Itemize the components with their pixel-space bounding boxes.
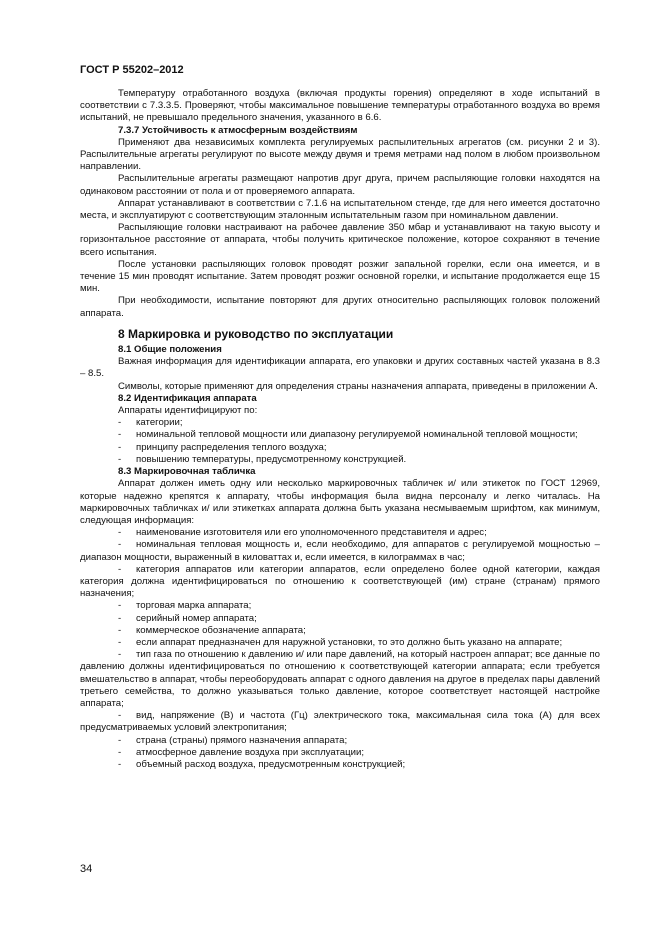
list-dash: - xyxy=(118,734,122,746)
list-item-text: наименование изготовителя или его уполномоченного представителя и адрес; xyxy=(136,527,487,539)
list-dash: - xyxy=(118,624,122,636)
paragraph: Символы, которые применяют для определения страны назначения аппарата, приведены в приложении А. xyxy=(118,380,598,392)
list-item xyxy=(80,637,600,649)
list-item xyxy=(80,600,600,612)
list-item-text: коммерческое обозначение аппарата; xyxy=(136,624,306,636)
list-item-text: категории; xyxy=(136,417,183,429)
list-item-text: категория аппаратов или категории аппаратов, если определено более одной категории, каждая категория должна идентифицироваться по отношению к соответствующей (им) стране (странам) прямого назначения; xyxy=(80,563,600,600)
list-dash: - xyxy=(118,563,122,575)
list-item-text: серийный номер аппарата; xyxy=(136,612,257,624)
list-item xyxy=(80,735,600,747)
list-item xyxy=(80,759,600,771)
paragraph: После установки распыляющих головок проводят розжиг запальной горелки, если она имеется, и в течение 15 мин проводят испытание. Затем проводят розжиг основной горелки, и испытание продолжается еще 15 мин. xyxy=(80,258,600,295)
list-item xyxy=(80,613,600,625)
paragraph: Распылительные агрегаты размещают напротив друг друга, причем распыляющие головки находятся на одинаковом расстоянии от пола и от проверяемого аппарата. xyxy=(80,173,600,197)
list-dash: - xyxy=(118,453,122,465)
list-dash: - xyxy=(118,746,122,758)
list-item-text: принципу распределения теплого воздуха; xyxy=(136,441,327,453)
document-header: ГОСТ Р 55202–2012 xyxy=(80,64,184,76)
list-item xyxy=(80,564,600,601)
list-item xyxy=(80,454,600,466)
document-body xyxy=(80,88,600,771)
list-item xyxy=(80,539,600,563)
list-dash: - xyxy=(118,710,122,722)
paragraph: Аппараты идентифицируют по: xyxy=(118,405,258,417)
list-item xyxy=(80,747,600,759)
list-item xyxy=(80,625,600,637)
list-item-text: номинальной тепловой мощности или диапазону регулируемой номинальной тепловой мощности; xyxy=(136,429,578,441)
list-dash: - xyxy=(118,527,122,539)
paragraph: Аппарат должен иметь одну или несколько маркировочных табличек и/ или этикеток по ГОСТ 12969, которые надежно крепятся к аппарату, чтобы информация была видна персоналу и легко читалась. На маркировочных табличках и/ или этикетках аппарата должна быть указана несмываемым шрифтом, как минимум, следующая информация: xyxy=(80,478,600,526)
list-item-text: повышению температуры, предусмотренному конструкцией. xyxy=(136,453,407,465)
paragraph: При необходимости, испытание повторяют для других относительно распыляющих головок положений аппарата. xyxy=(80,295,600,319)
paragraph: Применяют два независимых комплекта регулируемых распылительных агрегатов (см. рисунки 2 и 3). Распылительные агрегаты регулируют по высоте между двумя и тремя метрами над полом в любом произвольном направлении. xyxy=(80,136,600,173)
section-heading: 8.1 Общие положения xyxy=(118,344,222,356)
list-item-text: страна (страны) прямого назначения аппарата; xyxy=(136,734,348,746)
list-dash: - xyxy=(118,600,122,612)
list-item xyxy=(80,442,600,454)
list-dash: - xyxy=(118,441,122,453)
list-item-text: если аппарат предназначен для наружной установки, то это должно быть указано на аппарате; xyxy=(136,636,563,648)
list-item-text: номинальная тепловая мощность и, если необходимо, для аппаратов с регулируемой мощностью – диапазон мощности, выраженный в киловаттах и, если имеется, в килограммах в час; xyxy=(80,539,600,563)
list-item xyxy=(80,649,600,710)
list-dash: - xyxy=(118,539,122,551)
page-number: 34 xyxy=(80,863,93,875)
list-dash: - xyxy=(118,417,122,429)
list-dash: - xyxy=(118,649,122,661)
paragraph: Важная информация для идентификации аппарата, его упаковки и других составных частей указана в 8.3 – 8.5. xyxy=(80,356,600,380)
list-dash: - xyxy=(118,636,122,648)
section-heading: 8.2 Идентификация аппарата xyxy=(118,392,257,404)
list-item xyxy=(80,417,600,429)
list-dash: - xyxy=(118,758,122,770)
list-item-text: торговая марка аппарата; xyxy=(136,600,252,612)
paragraph: Аппарат устанавливают в соответствии с 7.1.6 на испытательном стенде, где для него имеется достаточно места, и эксплуатируют с соответствующим эталонным испытательным газом при номинальном давлении. xyxy=(80,197,600,222)
paragraph: Распыляющие головки настраивают на рабочее давление 350 мбар и устанавливают на такую высоту и горизонтальное расстояние от аппарата, чтобы получить критическое положение, которое сохраняют в течение всего испытания. xyxy=(80,222,600,258)
list-item-text: тип газа по отношению к давлению и/ или паре давлений, на который настроен аппарат; все данные по давлению должны идентифицироваться по отношению к соответствующей категории аппарата; если требуется вмешательство в аппарат, чтобы переоборудовать аппарат с одного давления на другое в пределах пары давлений третьего семейства, то должно указываться только давление, которое соответствует настоящей настройке аппарата; xyxy=(80,649,600,709)
list-item-text: вид, напряжение (В) и частота (Гц) электрического тока, максимальная сила тока (А) для всех предусматриваемых условий электропитания; xyxy=(80,710,600,734)
section-heading: 8.3 Маркировочная табличка xyxy=(118,466,256,478)
list-dash: - xyxy=(118,429,122,441)
list-dash: - xyxy=(118,612,122,624)
list-item xyxy=(80,429,600,441)
list-item-text: объемный расход воздуха, предусмотренным конструкцией; xyxy=(136,758,406,770)
chapter-heading: 8 Маркировка и руководство по эксплуатации xyxy=(118,326,394,341)
list-item-text: атмосферное давление воздуха при эксплуатации; xyxy=(136,746,364,758)
section-heading: 7.3.7 Устойчивость к атмосферным воздействиям xyxy=(118,124,358,136)
list-item xyxy=(80,527,600,539)
paragraph: Температуру отработанного воздуха (включая продукты горения) определяют в ходе испытаний в соответствии с 7.3.3.5. Проверяют, чтобы максимальное повышение температуры отработанного воздуха во время испытаний, не превышало предельного значения, указанного в 6.6. xyxy=(80,88,600,124)
list-item xyxy=(80,710,600,734)
